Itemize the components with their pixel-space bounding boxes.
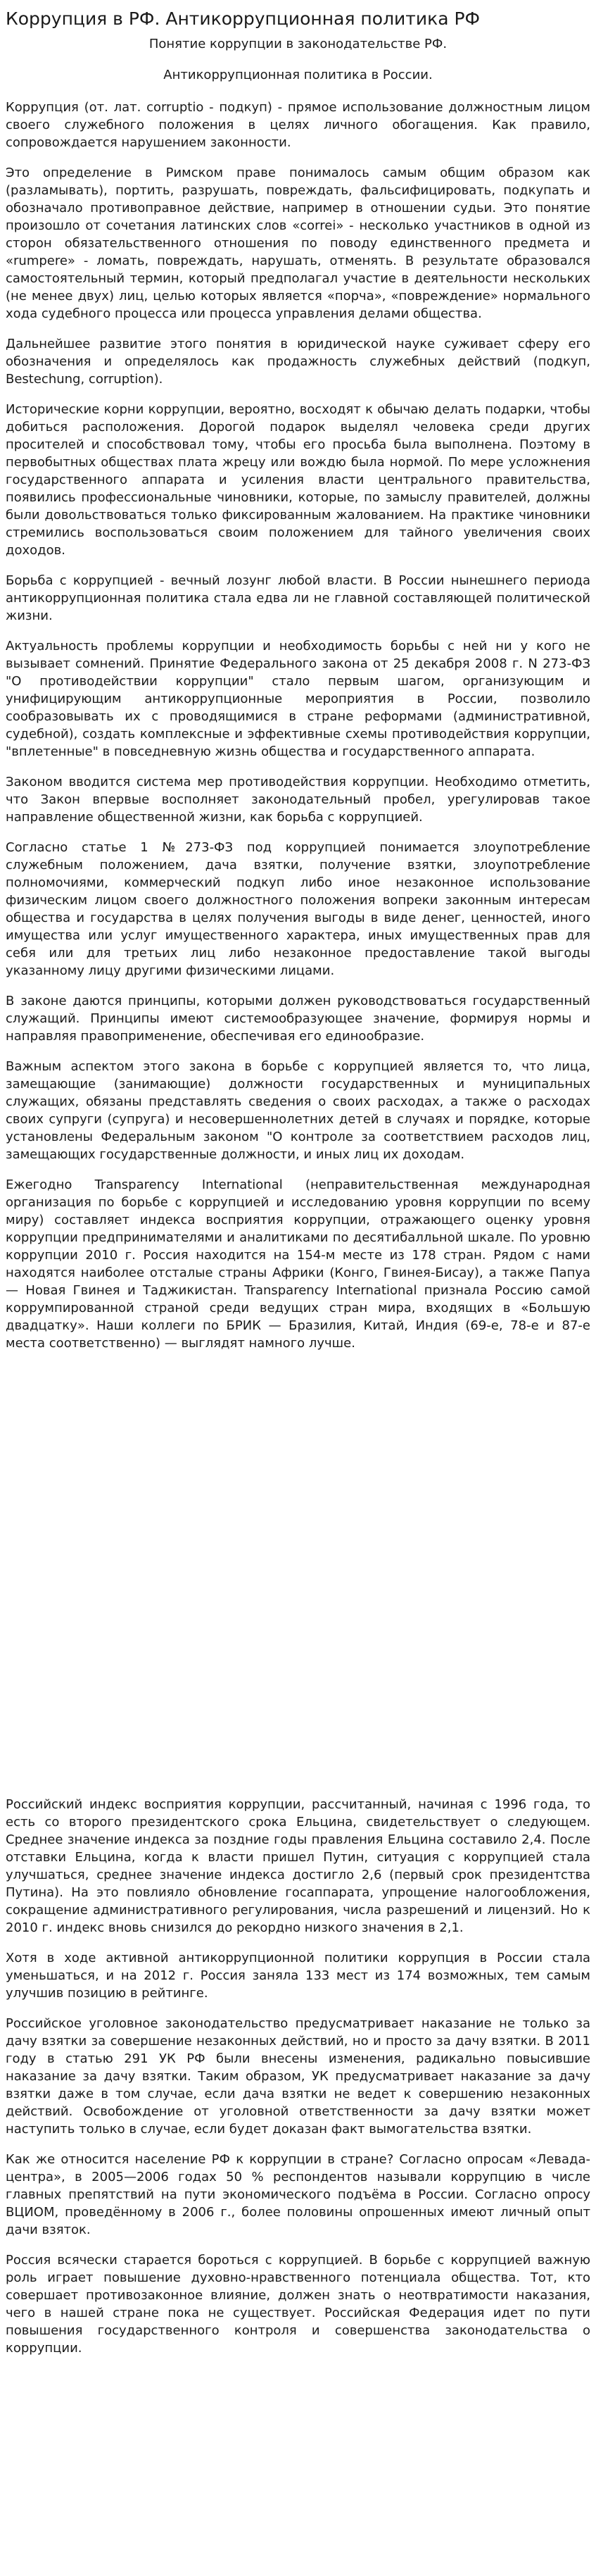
paragraph-historical-roots: Исторические корни коррупции, вероятно, восходят к обычаю делать подарки, чтобы добиться расположения. Дорогой подарок выделял человека среди других просителей и способствовал тому, чтобы его просьба была выполнена. Поэтому в первобытных обществах плата жрецу или вождю была нормой. По мере усложнения государственного аппарата и усиления власти центрального правительства, появились профессиональные чиновники, которые, по замыслу правителей, должны были довольствоваться только фиксированным жалованием. На практике чиновники стремились воспользоваться своим положением для тайного увеличения своих доходов. [6,402,590,558]
paragraph-expense-declaration: Важным аспектом этого закона в борьбе с коррупцией является то, что лица, замещающие (занимающие) должности государственных и муниципальных служащих, обязаны представлять сведения о своих расходах, а также о расходах своих супруги (супруга) и несовершеннолетних детей в случаях и порядке, которые установлены Федеральным законом "О контроле за соответствием расходов лиц, замещающих государственные должности, и иных лиц их доходам. [6,1059,590,1162]
paragraph-criminal-law: Российское уголовное законодательство предусматривает наказание не только за дачу взятки за совершение незаконных действий, но и просто за дачу взятки. В 2011 году в статью 291 УК РФ были внесены изменения, радикально повысившие наказание за дачу взятки. Таким образом, УК предусматривает наказание за дачу взятки даже в том случае, если дача взятки не ведет к совершению незаконных действий. Освобождение от уголовной ответственности за дачу взятки может наступить только в случае, если будет доказан факт вымогательства взятки. [6,2016,590,2137]
paragraph-federal-law: Актуальность проблемы коррупции и необходимость борьбы с ней ни у кого не вызывает сомнений. Принятие Федерального закона от 25 декабря 2008 г. N 273-ФЗ "О противодействии коррупции" стало первым шагом, организующим и унифицирующим антикоррупционные мероприятия в России, позволило сообразовывать их с проводящимися в стране реформами (административной, судебной), создать комплексные и эффективные схемы противодействия коррупции, "вплетенные" в повседневную жизнь общества и государственного аппарата. [6,639,590,759]
section-subtitle-legislation: Понятие коррупции в законодательстве РФ. [148,37,448,51]
paragraph-definition: Коррупция (от. лат. corruptio - подкуп) - прямое использование должностным лицом своего служебного положения в целях личного обогащения. Как правило, сопровождается нарушением законности. [6,100,590,150]
paragraph-public-opinion: Как же относится население РФ к коррупции в стране? Согласно опросам «Левада-центра», в 2005—2006 годах 50 % респондентов называли коррупцию в числе главных препятствий на пути экономического подъёма в России. Согласно опросу ВЦИОМ, проведённому в 2006 г., более половины опрошенных имеют личный опыт дачи взяток. [6,2152,590,2237]
paragraph-transparency-international: Ежегодно Transparency International (неправительственная международная организация по борьбе с коррупцией и исследованию уровня коррупции по всему миру) составляет индекса восприятия коррупции, отражающего оценку уровня коррупции предпринимателями и аналитиками по десятибалльной шкале. По уровню коррупции 2010 г. Россия находится на 154-м месте из 178 стран. Рядом с нами находятся наиболее отсталые страны Африки (Конго, Гвинея-Бисау), а также Папуа — Новая Гвинея и Таджикистан. Transparency International признала Россию самой коррумпированной страной среди ведущих стран мира, входящих в «Большую двадцатку». Наши коллеги по БРИК — Бразилия, Китай, Индия (69-е, 78-е и 87-е места соответственно) — выглядят намного лучше. [6,1177,590,1351]
paragraph-principles: В законе даются принципы, которыми должен руководствоваться государственный служащий. Принципы имеют системообразующее значение, формируя нормы и направляя правоприменение, обеспечивая его единообразие. [6,994,590,1044]
paragraph-ranking-2012: Хотя в ходе активной антикоррупционной политики коррупция в России стала уменьшаться, и на 2012 г. Россия заняла 133 мест из 174 возможных, тем самым улучшив позицию в рейтинге. [6,1951,590,2001]
section-subtitle-policy: Антикоррупционная политика в России. [163,68,433,82]
blank-figure-area [6,1365,590,1796]
paragraph-eternal-slogan: Борьба с коррупцией - вечный лозунг любой власти. В России нынешнего периода антикоррупционная политика стала едва ли не главной составляющей политической жизни. [6,573,590,623]
paragraph-legal-science: Дальнейшее развитие этого понятия в юридической науке суживает сферу его обозначения и определялось как продажность служебных действий (подкуп, Bestechung, corruption). [6,337,590,387]
paragraph-conclusion: Россия всячески старается бороться с коррупцией. В борьбе с коррупцией важную роль играет повышение духовно-нравственного потенциала общества. Тот, кто совершает противозаконное влияние, должен знать о неотвратимости наказания, чего в нашей стране пока не существует. Российская Федерация идет по пути повышения государственного контроля и совершенства законодательства о коррупции. [6,2253,590,2356]
article-title: Коррупция в РФ. Антикоррупционная политика РФ [6,8,481,29]
paragraph-system-of-measures: Законом вводится система мер противодействия коррупции. Необходимо отметить, что Закон впервые восполняет законодательный пробел, урегулировав такое направление общественной жизни, как борьба с коррупцией. [6,775,590,825]
paragraph-russian-index: Российский индекс восприятия коррупции, рассчитанный, начиная с 1996 года, то есть со второго президентского срока Ельцина, свидетельствует о следующем. Среднее значение индекса за поздние годы правления Ельцина составило 2,4. После отставки Ельцина, когда к власти пришел Путин, ситуация с коррупцией стала улучшаться, среднее значение индекса достигло 2,6 (первый срок президентства Путина). На это повлияло обновление госаппарата, упрощение налогообложения, сокращение административного регулирования, числа разрешений и лицензий. Но к 2010 г. индекс вновь снизился до рекордно низкого значения в 2,1. [6,1797,590,1935]
paragraph-article-1: Согласно статье 1 №273-ФЗ под коррупцией понимается злоупотребление служебным положением, дача взятки, получение взятки, злоупотребление полномочиями, коммерческий подкуп либо иное незаконное использование физическим лицом своего должностного положения вопреки законным интересам общества и государства в целях получения выгоды в виде денег, ценностей, иного имущества или услуг имущественного характера, иных имущественных прав для себя или для третьих лиц либо незаконное предоставление такой выгоды указанному лицу другими физическими лицами. [6,840,590,978]
paragraph-roman-law: Это определение в Римском праве понималось самым общим образом как (разламывать), портить, разрушать, повреждать, фальсифицировать, подкупать и обозначало противоправное действие, например в отношении судьи. Это понятие произошло от сочетания латинских слов «correi» - несколько участников в одной из сторон обязательственного отношения по поводу единственного предмета и «rumpere» - ломать, повреждать, нарушать, отменять. В результате образовался самостоятельный термин, который предполагал участие в деятельности нескольких (не менее двух) лиц, целью которых является «порча», «повреждение» нормального хода судебного процесса или процесса управления делами общества. [6,165,590,321]
